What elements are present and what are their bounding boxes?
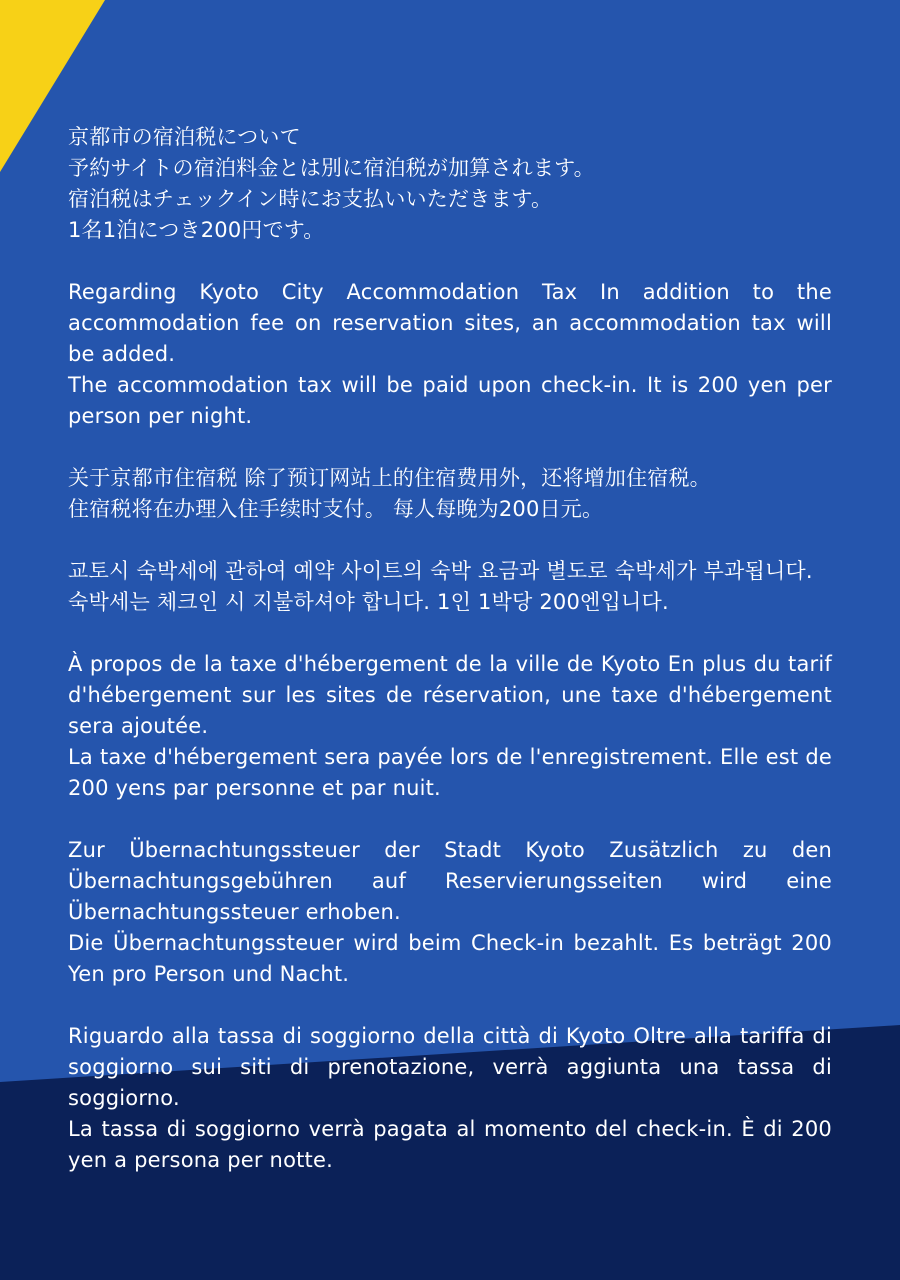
en-paragraph: The accommodation tax will be paid upon check-in. It is 200 yen per person per night. — [68, 373, 832, 428]
section-chinese — [68, 463, 832, 525]
de-paragraph: Zur Übernachtungssteuer der Stadt Kyoto Zusätzlich zu den Übernachtungsgebühren auf Reservierungsseiten wird eine Übernachtungssteuer erhoben. — [68, 838, 832, 924]
de-paragraph: Die Übernachtungssteuer wird beim Check-in bezahlt. Es beträgt 200 Yen pro Person und Nacht. — [68, 931, 832, 986]
fr-paragraph: La taxe d'hébergement sera payée lors de l'enregistrement. Elle est de 200 yens par personne et par nuit. — [68, 745, 832, 800]
it-paragraph: Riguardo alla tassa di soggiorno della città di Kyoto Oltre alla tariffa di soggiorno sui siti di prenotazione, verrà aggiunta una tassa di soggiorno. — [68, 1024, 832, 1110]
ja-line: 予約サイトの宿泊料金とは別に宿泊税が加算されます。 — [68, 156, 595, 180]
zh-paragraph: 关于京都市住宿税 除了预订网站上的住宿费用外，还将增加住宿税。 — [68, 466, 711, 490]
ja-line-title: 京都市の宿泊税について — [68, 125, 301, 149]
section-italian — [68, 1021, 832, 1176]
section-japanese — [68, 122, 832, 246]
zh-paragraph: 住宿税将在办理入住手续时支付。 每人每晚为200日元。 — [68, 497, 604, 521]
section-korean — [68, 556, 832, 618]
section-english — [68, 277, 832, 432]
ko-paragraph: 교토시 숙박세에 관하여 예약 사이트의 숙박 요금과 별도로 숙박세가 부과됩니다. — [68, 559, 813, 583]
section-french — [68, 649, 832, 804]
it-paragraph: La tassa di soggiorno verrà pagata al momento del check-in. È di 200 yen a persona per notte. — [68, 1117, 832, 1172]
en-paragraph: Regarding Kyoto City Accommodation Tax In addition to the accommodation fee on reservation sites, an accommodation tax will be added. — [68, 280, 832, 366]
ko-paragraph: 숙박세는 체크인 시 지불하셔야 합니다. 1인 1박당 200엔입니다. — [68, 590, 669, 614]
tax-notice-content — [68, 122, 832, 1207]
fr-paragraph: À propos de la taxe d'hébergement de la ville de Kyoto En plus du tarif d'hébergement sur les sites de réservation, une taxe d'hébergement sera ajoutée. — [68, 652, 832, 738]
ja-line: 1名1泊につき200円です。 — [68, 218, 325, 242]
section-german — [68, 835, 832, 990]
ja-line: 宿泊税はチェックイン時にお支払いいただきます。 — [68, 187, 553, 211]
